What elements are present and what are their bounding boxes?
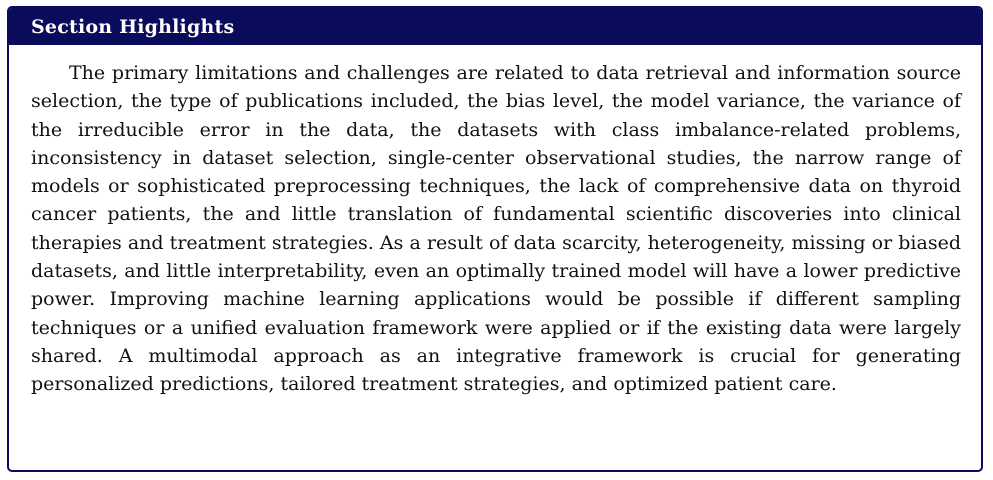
box-title: Section Highlights: [31, 15, 235, 38]
section-highlights-box: [7, 6, 983, 472]
box-body: [9, 45, 981, 399]
box-header: [9, 8, 981, 45]
highlight-paragraph: The primary limitations and challenges are related to data retrieval and information source selection, the type of publications included, the bias level, the model variance, the variance of the irreducible error in the data, the datasets with class imbalance-related problems, inconsistency in dataset selection, single-center observational studies, the narrow range of models or sophisticated preprocessing techniques, the lack of comprehensive data on thyroid cancer patients, the and little translation of fundamental scientific discoveries into clinical therapies and treatment strategies. As a result of data scarcity, heterogeneity, missing or biased datasets, and little interpretability, even an optimally trained model will have a lower predictive power. Improving machine learning applications would be possible if different sampling techniques or a unified evaluation framework were applied or if the existing data were largely shared. A multimodal approach as an integrative framework is crucial for generating personalized predictions, tailored treatment strategies, and optimized patient care.: [31, 62, 961, 396]
